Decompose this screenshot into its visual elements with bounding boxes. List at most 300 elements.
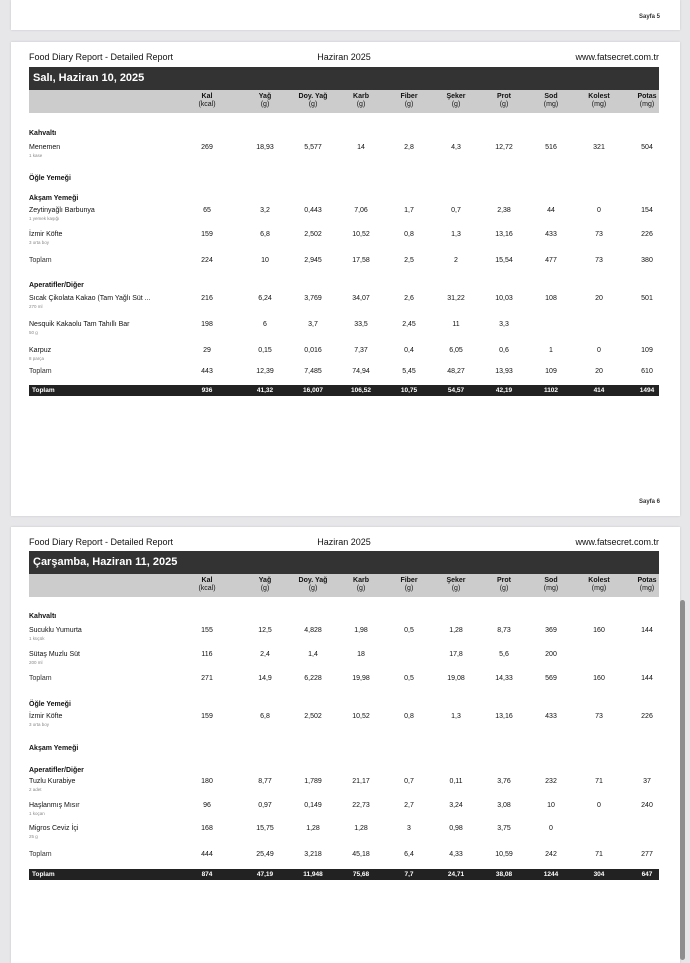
column-label: Fiber (400, 577, 418, 584)
serving-size: 1 kase (29, 153, 43, 158)
nutrient-value: 106,52 (351, 386, 371, 394)
nutrient-value: 14,33 (495, 675, 513, 682)
column-header (385, 93, 433, 109)
nutrient-value: 2,38 (497, 207, 511, 214)
column-unit: (mg) (639, 585, 655, 592)
nutrient-value: 0,149 (304, 802, 322, 809)
meal-heading (29, 701, 659, 711)
nutrient-value: 31,22 (447, 295, 465, 302)
nutrient-value: 13,16 (495, 713, 513, 720)
nutrient-value: 0 (597, 207, 601, 214)
nutrient-value: 3,76 (497, 778, 511, 785)
nutrient-value: 6,228 (304, 675, 322, 682)
column-unit: (g) (356, 101, 366, 108)
nutrient-value: 45,18 (352, 851, 370, 858)
nutrient-value: 647 (641, 870, 653, 878)
nutrient-value: 4,828 (304, 627, 322, 634)
meal-heading (29, 282, 659, 292)
report-month: Haziran 2025 (317, 52, 371, 62)
day-heading: Salı, Haziran 10, 2025 (29, 67, 659, 90)
nutrient-value: 3 (407, 825, 411, 832)
report-page-5 (11, 0, 680, 30)
row-label: Öğle Yemeği (29, 175, 71, 182)
row-label: Toplam (29, 257, 52, 264)
nutrient-value: 4,33 (449, 851, 463, 858)
column-unit: (g) (499, 585, 509, 592)
column-unit: (g) (308, 585, 318, 592)
day-heading: Çarşamba, Haziran 11, 2025 (29, 551, 659, 574)
row-label: Tuzlu Kurabiye (29, 778, 76, 785)
nutrient-value: 443 (201, 368, 213, 375)
nutrient-value: 54,57 (447, 386, 465, 394)
column-header (432, 577, 480, 593)
page-number: Sayfa 6 (638, 499, 660, 505)
nutrient-value: 159 (201, 231, 213, 238)
nutrient-value: 12,72 (495, 144, 513, 151)
column-label: Yağ (258, 93, 272, 100)
serving-size: 8 parça (29, 356, 45, 361)
nutrient-value: 17,8 (449, 651, 463, 658)
page-header (29, 52, 659, 64)
nutrient-value: 269 (201, 144, 213, 151)
nutrient-value: 444 (201, 851, 213, 858)
nutrient-value: 271 (201, 675, 213, 682)
nutrient-value: 0,6 (499, 347, 509, 354)
column-header (183, 93, 231, 109)
nutrient-value: 6 (263, 321, 267, 328)
nutrient-value: 1,4 (308, 651, 318, 658)
nutrient-value: 200 (545, 651, 557, 658)
row-label: İzmir Köfte (29, 713, 63, 720)
column-label: Doy. Yağ (298, 577, 328, 584)
nutrient-value: 109 (545, 368, 557, 375)
column-header (337, 93, 385, 109)
row-label: Aperatifler/Diğer (29, 282, 84, 289)
nutrient-value: 3,769 (304, 295, 322, 302)
column-header (432, 93, 480, 109)
column-unit: (mg) (639, 101, 655, 108)
meal-heading (29, 745, 659, 755)
nutrient-value: 6,8 (260, 231, 270, 238)
row-label: Sucuklu Yumurta (29, 627, 82, 634)
page-header (29, 537, 659, 549)
column-label: Doy. Yağ (298, 93, 328, 100)
vertical-scrollbar[interactable] (680, 600, 685, 960)
nutrient-value: 7,7 (404, 870, 414, 878)
column-unit: (mg) (591, 101, 607, 108)
row-label: Aperatifler/Diğer (29, 767, 84, 774)
row-label: Nesquik Kakaolu Tam Tahıllı Bar (29, 321, 130, 328)
nutrient-value: 71 (595, 851, 603, 858)
serving-size: 50 g (29, 330, 38, 335)
serving-size: 3 orta boy (29, 240, 50, 245)
nutrient-value: 0,443 (304, 207, 322, 214)
row-label: Toplam (29, 851, 52, 858)
nutrient-value: 168 (201, 825, 213, 832)
column-label: Kolest (588, 93, 610, 100)
nutrient-value: 3,2 (260, 207, 270, 214)
nutrient-value: 1,28 (449, 627, 463, 634)
row-label: Karpuz (29, 347, 52, 354)
nutrient-value: 6,4 (404, 851, 414, 858)
row-label: Akşam Yemeği (29, 745, 79, 752)
nutrient-value: 1102 (543, 386, 559, 394)
nutrient-value: 10,03 (495, 295, 513, 302)
column-header-row (29, 90, 659, 113)
nutrient-value: 1 (549, 347, 553, 354)
nutrient-value: 44 (547, 207, 555, 214)
report-month: Haziran 2025 (317, 537, 371, 547)
report-title: Food Diary Report - Detailed Report (29, 537, 174, 547)
column-label: Potas (637, 577, 657, 584)
nutrient-value: 242 (545, 851, 557, 858)
food-row (29, 713, 659, 727)
column-label: Kal (201, 93, 213, 100)
nutrient-value: 2 (454, 257, 458, 264)
nutrient-value: 433 (545, 713, 557, 720)
serving-size: 25 g (29, 834, 38, 839)
column-label: Potas (637, 93, 657, 100)
nutrient-value: 380 (641, 257, 653, 264)
row-label: Toplam (32, 386, 55, 394)
column-unit: (g) (356, 585, 366, 592)
nutrient-value: 20 (595, 295, 603, 302)
nutrient-value: 0 (549, 825, 553, 832)
column-unit: (g) (308, 101, 318, 108)
nutrient-value: 5,45 (402, 368, 416, 375)
nutrient-value: 144 (641, 675, 653, 682)
row-label: Toplam (29, 368, 52, 375)
row-label: Sütaş Muzlu Süt (29, 651, 80, 658)
nutrient-value: 0 (597, 347, 601, 354)
nutrient-value: 0,8 (404, 713, 414, 720)
nutrient-value: 96 (203, 802, 211, 809)
nutrient-value: 71 (595, 778, 603, 785)
food-row (29, 802, 659, 816)
nutrient-value: 38,08 (495, 870, 513, 878)
nutrient-value: 2,6 (404, 295, 414, 302)
column-unit: (mg) (591, 585, 607, 592)
column-header (385, 577, 433, 593)
nutrient-value: 501 (641, 295, 653, 302)
nutrient-value: 4,3 (451, 144, 461, 151)
column-header (527, 93, 575, 109)
column-label: Şeker (446, 577, 466, 584)
site-url: www.fatsecret.com.tr (575, 52, 659, 62)
meal-total-row (29, 851, 659, 861)
column-header (480, 577, 528, 593)
report-title: Food Diary Report - Detailed Report (29, 52, 174, 62)
page-number: Sayfa 5 (638, 14, 660, 20)
column-unit: (g) (404, 101, 414, 108)
nutrient-value: 22,73 (352, 802, 370, 809)
nutrient-value: 1,28 (306, 825, 320, 832)
nutrient-value: 414 (593, 386, 605, 394)
nutrient-value: 226 (641, 231, 653, 238)
nutrient-value: 0 (597, 802, 601, 809)
column-label: Kal (201, 577, 213, 584)
nutrient-value: 2,502 (304, 231, 322, 238)
nutrient-value: 24,71 (447, 870, 465, 878)
nutrient-value: 2,4 (260, 651, 270, 658)
serving-size: 270 ml (29, 304, 43, 309)
nutrient-value: 0,7 (451, 207, 461, 214)
daily-total-row (29, 385, 659, 396)
food-row (29, 231, 659, 245)
column-label: Şeker (446, 93, 466, 100)
column-label: Kolest (588, 577, 610, 584)
column-unit: (g) (451, 585, 461, 592)
column-unit: (g) (404, 585, 414, 592)
nutrient-value: 1,3 (451, 231, 461, 238)
nutrient-value: 936 (201, 386, 213, 394)
food-row (29, 207, 659, 221)
nutrient-value: 240 (641, 802, 653, 809)
column-label: Sod (544, 577, 558, 584)
nutrient-value: 2,945 (304, 257, 322, 264)
column-header (527, 577, 575, 593)
nutrient-value: 2,7 (404, 802, 414, 809)
column-unit: (g) (260, 101, 270, 108)
row-label: Toplam (29, 675, 52, 682)
column-header (289, 577, 337, 593)
nutrient-value: 3,3 (499, 321, 509, 328)
meal-heading (29, 613, 659, 623)
nutrient-value: 7,06 (354, 207, 368, 214)
nutrient-value: 0,15 (258, 347, 272, 354)
meal-heading (29, 175, 659, 185)
nutrient-value: 160 (593, 627, 605, 634)
nutrient-value: 160 (593, 675, 605, 682)
nutrient-value: 14 (357, 144, 365, 151)
column-header-row (29, 574, 659, 597)
nutrient-value: 216 (201, 295, 213, 302)
nutrient-value: 1494 (639, 386, 655, 394)
column-label: Karb (353, 577, 369, 584)
nutrient-value: 154 (641, 207, 653, 214)
nutrient-value: 433 (545, 231, 557, 238)
serving-size: 3 orta boy (29, 722, 50, 727)
report-page-7 (11, 527, 680, 963)
nutrient-value: 109 (641, 347, 653, 354)
nutrient-value: 12,5 (258, 627, 272, 634)
nutrient-value: 0,4 (404, 347, 414, 354)
nutrient-value: 0,11 (449, 778, 463, 785)
column-unit: (kcal) (198, 585, 216, 592)
nutrient-value: 10,52 (352, 231, 370, 238)
column-header (480, 93, 528, 109)
nutrient-value: 16,007 (303, 386, 323, 394)
food-row (29, 651, 659, 665)
meal-total-row (29, 675, 659, 685)
nutrient-value: 180 (201, 778, 213, 785)
nutrient-value: 8,73 (497, 627, 511, 634)
serving-size: 1 koçan (29, 811, 45, 816)
nutrient-value: 19,08 (447, 675, 465, 682)
row-label: Haşlanmış Mısır (29, 802, 80, 809)
nutrient-value: 2,502 (304, 713, 322, 720)
column-unit: (g) (260, 585, 270, 592)
nutrient-value: 7,485 (304, 368, 322, 375)
nutrient-value: 369 (545, 627, 557, 634)
serving-size: 2 adet (29, 787, 42, 792)
nutrient-value: 8,77 (258, 778, 272, 785)
nutrient-value: 2,5 (404, 257, 414, 264)
nutrient-value: 17,58 (352, 257, 370, 264)
column-header (241, 93, 289, 109)
nutrient-value: 0,5 (404, 675, 414, 682)
nutrient-value: 21,17 (352, 778, 370, 785)
row-label: Akşam Yemeği (29, 195, 79, 202)
nutrient-value: 13,93 (495, 368, 513, 375)
nutrient-value: 1,7 (404, 207, 414, 214)
nutrient-value: 224 (201, 257, 213, 264)
nutrient-value: 15,54 (495, 257, 513, 264)
column-label: Yağ (258, 577, 272, 584)
column-header (623, 93, 671, 109)
nutrient-value: 6,05 (449, 347, 463, 354)
nutrient-value: 3,7 (308, 321, 318, 328)
serving-size: 1 yemek kaşığı (29, 216, 60, 221)
nutrient-value: 0,7 (404, 778, 414, 785)
nutrient-value: 6,24 (258, 295, 272, 302)
row-label: İzmir Köfte (29, 231, 63, 238)
column-label: Sod (544, 93, 558, 100)
nutrient-value: 14,9 (258, 675, 272, 682)
nutrient-value: 73 (595, 257, 603, 264)
nutrient-value: 74,94 (352, 368, 370, 375)
nutrient-value: 108 (545, 295, 557, 302)
row-label: Toplam (32, 870, 55, 878)
row-label: Menemen (29, 144, 61, 151)
nutrient-value: 232 (545, 778, 557, 785)
column-label: Prot (497, 93, 511, 100)
nutrient-value: 20 (595, 368, 603, 375)
meal-total-row (29, 368, 659, 378)
meal-heading (29, 767, 659, 777)
column-header (623, 577, 671, 593)
daily-total-row (29, 869, 659, 880)
nutrient-value: 198 (201, 321, 213, 328)
row-label: Kahvaltı (29, 130, 57, 137)
column-unit: (kcal) (198, 101, 216, 108)
nutrient-value: 33,5 (354, 321, 368, 328)
nutrient-value: 29 (203, 347, 211, 354)
food-row (29, 144, 659, 158)
nutrient-value: 226 (641, 713, 653, 720)
nutrient-value: 3,08 (497, 802, 511, 809)
nutrient-value: 155 (201, 627, 213, 634)
nutrient-value: 11,948 (303, 870, 323, 878)
column-header (575, 577, 623, 593)
column-unit: (mg) (543, 585, 559, 592)
row-label: Zeytinyağlı Barbunya (29, 207, 95, 214)
nutrient-value: 0,97 (258, 802, 272, 809)
nutrient-value: 1,98 (354, 627, 368, 634)
nutrient-value: 610 (641, 368, 653, 375)
column-unit: (g) (499, 101, 509, 108)
food-row (29, 825, 659, 839)
nutrient-value: 15,75 (256, 825, 274, 832)
column-header (183, 577, 231, 593)
meal-heading (29, 130, 659, 140)
meal-total-row (29, 257, 659, 267)
nutrient-value: 75,68 (352, 870, 370, 878)
column-header (575, 93, 623, 109)
nutrient-value: 10,52 (352, 713, 370, 720)
nutrient-value: 1244 (543, 870, 559, 878)
column-label: Karb (353, 93, 369, 100)
row-label: Kahvaltı (29, 613, 57, 620)
nutrient-value: 159 (201, 713, 213, 720)
nutrient-value: 10 (261, 257, 269, 264)
column-label: Prot (497, 577, 511, 584)
food-row (29, 347, 659, 361)
nutrient-value: 12,39 (256, 368, 274, 375)
serving-size: 1 küçük (29, 636, 45, 641)
nutrient-value: 73 (595, 231, 603, 238)
nutrient-value: 477 (545, 257, 557, 264)
nutrient-value: 516 (545, 144, 557, 151)
nutrient-value: 874 (201, 870, 213, 878)
nutrient-value: 2,45 (402, 321, 416, 328)
nutrient-value: 116 (201, 651, 213, 658)
food-row (29, 627, 659, 641)
nutrient-value: 42,19 (495, 386, 513, 394)
column-unit: (mg) (543, 101, 559, 108)
nutrient-value: 25,49 (256, 851, 274, 858)
food-row (29, 321, 659, 335)
nutrient-value: 3,218 (304, 851, 322, 858)
nutrient-value: 10 (547, 802, 555, 809)
nutrient-value: 73 (595, 713, 603, 720)
nutrient-value: 5,6 (499, 651, 509, 658)
nutrient-value: 1,28 (354, 825, 368, 832)
nutrient-value: 569 (545, 675, 557, 682)
nutrient-value: 11 (452, 321, 460, 328)
nutrient-value: 48,27 (447, 368, 465, 375)
row-label: Öğle Yemeği (29, 701, 71, 708)
column-header (241, 577, 289, 593)
nutrient-value: 10,75 (400, 386, 418, 394)
nutrient-value: 1,789 (304, 778, 322, 785)
nutrient-value: 2,8 (404, 144, 414, 151)
nutrient-value: 10,59 (495, 851, 513, 858)
nutrient-value: 5,577 (304, 144, 322, 151)
nutrient-value: 0,98 (449, 825, 463, 832)
report-page-6 (11, 42, 680, 516)
nutrient-value: 41,32 (256, 386, 274, 394)
nutrient-value: 1,3 (451, 713, 461, 720)
row-label: Migros Ceviz İçi (29, 825, 79, 832)
nutrient-value: 18 (357, 651, 365, 658)
column-header (337, 577, 385, 593)
serving-size: 200 ml (29, 660, 43, 665)
column-label: Fiber (400, 93, 418, 100)
nutrient-value: 13,16 (495, 231, 513, 238)
row-label: Sıcak Çikolata Kakao (Tam Yağlı Süt ... (29, 295, 151, 302)
nutrient-value: 0,8 (404, 231, 414, 238)
nutrient-value: 277 (641, 851, 653, 858)
column-unit: (g) (451, 101, 461, 108)
nutrient-value: 0,5 (404, 627, 414, 634)
nutrient-value: 34,07 (352, 295, 370, 302)
site-url: www.fatsecret.com.tr (575, 537, 659, 547)
nutrient-value: 504 (641, 144, 653, 151)
meal-heading (29, 195, 659, 205)
nutrient-value: 6,8 (260, 713, 270, 720)
nutrient-value: 47,19 (256, 870, 274, 878)
